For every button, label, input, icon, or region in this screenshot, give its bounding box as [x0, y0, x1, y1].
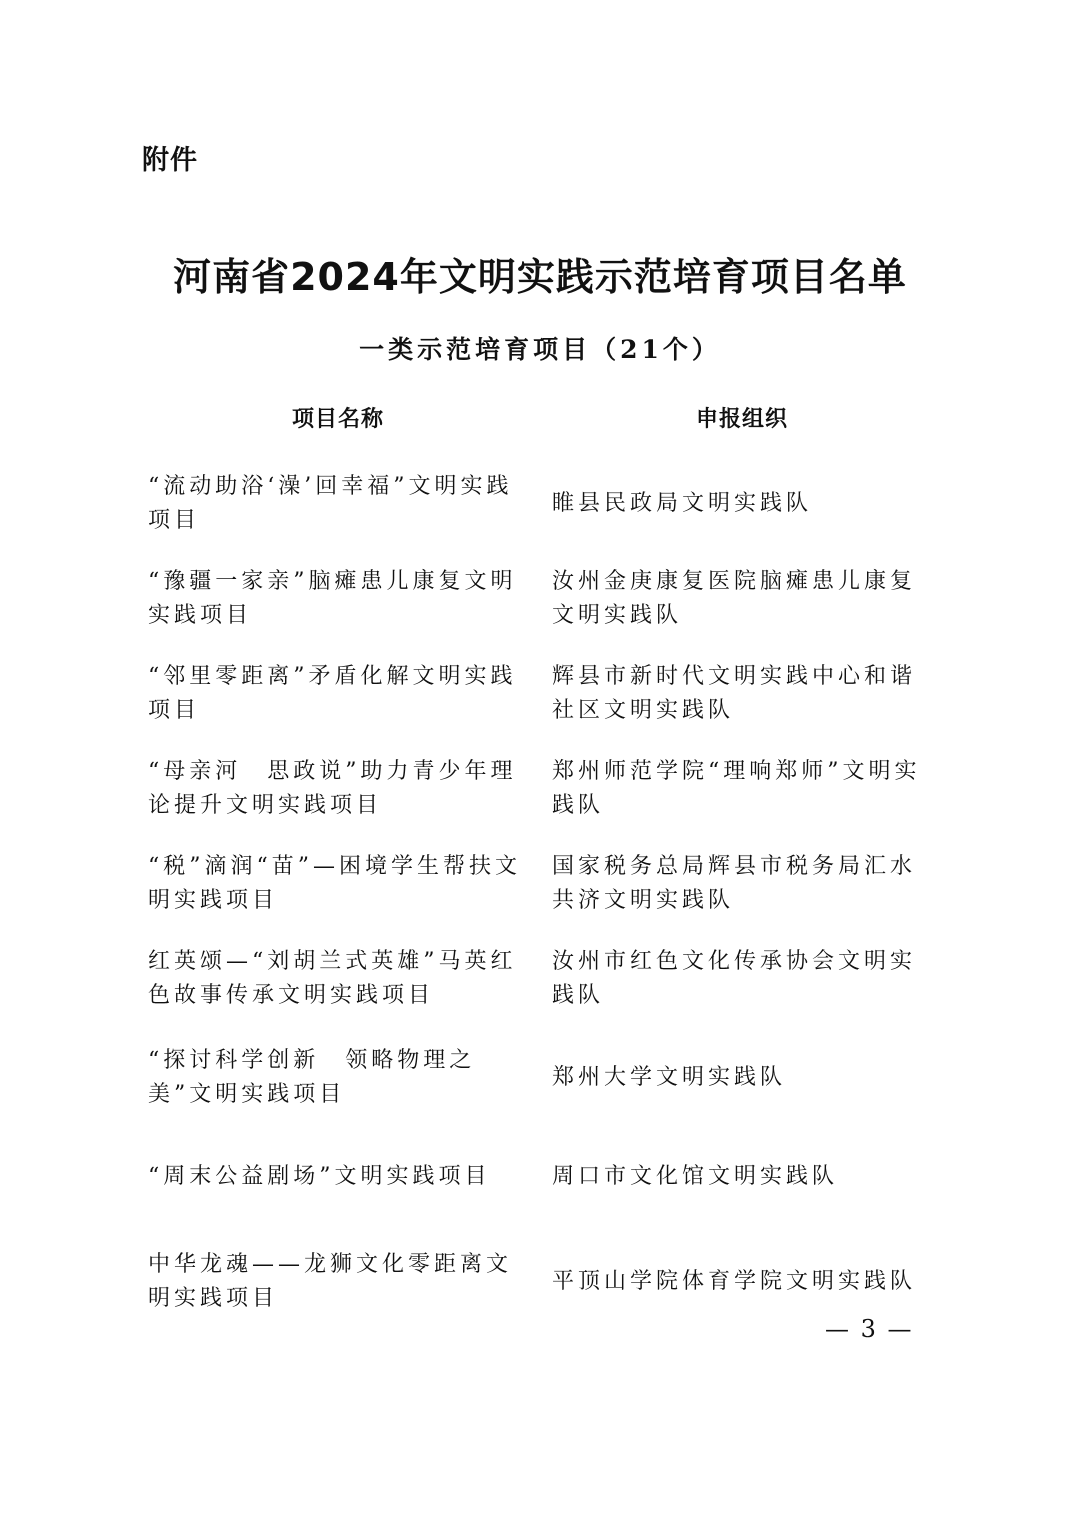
table-row — [148, 1232, 938, 1332]
table-row — [148, 1030, 938, 1125]
organization-cell: 辉县市新时代文明实践中心和谐社区文明实践队 — [551, 663, 916, 723]
organization-cell: 汝州市红色文化传承协会文明实践队 — [551, 948, 916, 1008]
project-name-cell: “税”滴润“苗”—困境学生帮扶文明实践项目 — [148, 853, 521, 913]
project-list — [148, 456, 938, 1332]
project-name-cell: “邻里零距离”矛盾化解文明实践项目 — [148, 663, 517, 723]
project-name-cell: “母亲河 思政说”助力青少年理论提升文明实践项目 — [148, 758, 517, 818]
organization-cell: 国家税务总局辉县市税务局汇水共济文明实践队 — [551, 853, 916, 913]
project-name-cell: “豫疆一家亲”脑瘫患儿康复文明实践项目 — [148, 568, 517, 628]
table-row — [148, 551, 938, 646]
project-name-cell: “周末公益剧场”文明实践项目 — [148, 1163, 491, 1189]
project-name-cell: 中华龙魂——龙狮文化零距离文明实践项目 — [148, 1252, 513, 1311]
organization-cell: 平顶山学院体育学院文明实践队 — [551, 1269, 916, 1294]
organization-cell: 睢县民政局文明实践队 — [551, 490, 812, 516]
organization-cell: 周口市文化馆文明实践队 — [551, 1163, 838, 1189]
table-row — [148, 836, 938, 931]
category-subtitle: 一类示范培育项目（21个） — [359, 335, 721, 364]
table-row — [148, 1129, 938, 1224]
project-name-cell: “流动助浴‘澡’回幸福”文明实践项目 — [148, 473, 513, 533]
table-row — [148, 741, 938, 836]
document-title: 河南省2024年文明实践示范培育项目名单 — [173, 255, 907, 299]
project-name-cell: “探讨科学创新 领略物理之美”文明实践项目 — [148, 1047, 476, 1107]
table-row — [148, 456, 938, 551]
table-row — [148, 931, 938, 1026]
table-row — [148, 646, 938, 741]
project-name-cell: 红英颂—“刘胡兰式英雄”马英红色故事传承文明实践项目 — [148, 948, 517, 1008]
organization-cell: 郑州师范学院“理响郑师”文明实践队 — [551, 758, 921, 818]
organization-cell: 郑州大学文明实践队 — [551, 1064, 786, 1090]
attachment-label: 附件 — [142, 145, 198, 176]
column-header-organization: 申报组织 — [696, 407, 789, 432]
organization-cell: 汝州金庚康复医院脑瘫患儿康复文明实践队 — [551, 568, 916, 628]
page-number: — 3 — — [825, 1315, 914, 1343]
column-header-project-name: 项目名称 — [292, 407, 385, 432]
